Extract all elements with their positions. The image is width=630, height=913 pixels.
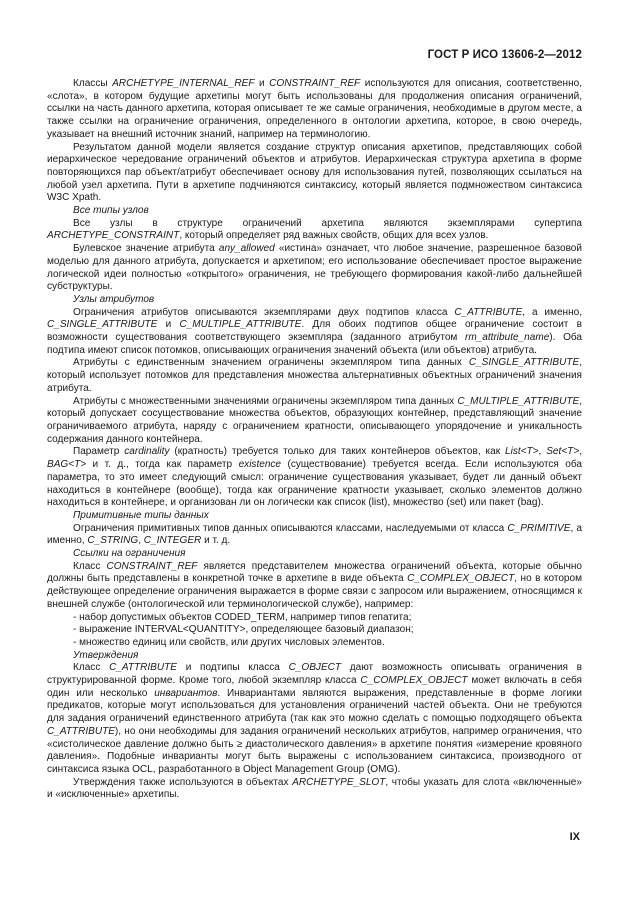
- italic-term: C_OBJECT: [288, 662, 342, 674]
- italic-term: ARCHETYPE_INTERNAL_REF: [112, 78, 255, 89]
- page-number: IX: [569, 831, 580, 843]
- italic-term: ARCHETYPE_SLOT: [292, 776, 386, 788]
- text-run: ,: [579, 446, 582, 458]
- text-run: ,: [138, 535, 144, 547]
- text-run: - набор допустимых объектов CODED_TERM, например типов гепатита;: [73, 611, 412, 623]
- italic-term: C_PRIMITIVE: [507, 522, 571, 534]
- text-run: Примитивные типы данных: [73, 509, 209, 521]
- body-paragraph: [47, 662, 582, 776]
- italic-term: Set<T>: [546, 446, 580, 458]
- italic-term: C_COMPLEX_OBJECT: [407, 573, 515, 585]
- text-run: может включать в себя один или несколько: [47, 675, 582, 699]
- italic-term: C_ATTRIBUTE: [109, 662, 177, 674]
- text-run: Утверждения: [73, 649, 139, 661]
- text-run: , который определяет ряд важных свойств, общих для всех узлов.: [179, 230, 489, 242]
- text-run: ,: [538, 446, 547, 458]
- text-run: , а именно,: [47, 522, 583, 547]
- text-run: Ограничения примитивных типов данных описываются классами, наследуемыми от класса: [73, 522, 508, 534]
- italic-term: BAG<T>: [47, 459, 87, 471]
- body-paragraph: [47, 243, 582, 294]
- italic-term: C_STRING: [87, 535, 139, 547]
- italic-term: C_SINGLE_ATTRIBUTE: [468, 357, 580, 369]
- italic-term: existence: [238, 459, 282, 471]
- text-run: Класс: [73, 662, 110, 674]
- italic-term: C_SINGLE_ATTRIBUTE: [47, 319, 158, 331]
- text-run: и т. д., тогда как параметр: [86, 459, 239, 471]
- text-run: Булевское значение атрибута: [73, 243, 219, 255]
- text-run: Классы: [73, 78, 113, 89]
- text-run: Атрибуты с единственным значением ограничены экземпляром типа данных: [73, 357, 469, 369]
- text-run: Узлы атрибутов: [73, 293, 155, 305]
- body-paragraph: [47, 396, 582, 447]
- section-heading: [47, 294, 582, 307]
- section-heading: [47, 510, 582, 523]
- italic-term: C_COMPLEX_OBJECT: [360, 675, 468, 687]
- text-run: , который использует потомков для представления множества альтернативных объектных ограничений значения атрибута.: [47, 357, 582, 394]
- text-run: , но в котором действующее определение ограничения выражается в форме связи с запросом или выражением, относящимся к внешней службе (онтологической или терминологической службе), например:: [47, 573, 582, 610]
- text-run: Параметр: [73, 446, 125, 458]
- text-run: Ссылки на ограничения: [73, 548, 186, 560]
- italic-term: rm_attribute_name: [464, 332, 550, 344]
- text-run: и т. д.: [201, 535, 231, 547]
- list-item: [47, 624, 582, 637]
- italic-term: C_INTEGER: [143, 535, 202, 547]
- text-run: . Инвариантами являются выражения, представленные в форме логики предикатов, которые могут использоваться для установления ограничений частей объекта. Они не требуются для задания ограничений единственного атрибута (так как это можно сделать с помощью подходящего объекта: [47, 687, 582, 725]
- text-run: Ограничения атрибутов описываются экземплярами двух подтипов класса: [73, 306, 455, 318]
- italic-term: инвариантов: [154, 687, 218, 699]
- body-paragraph: [47, 561, 582, 612]
- body-paragraph: [47, 78, 582, 142]
- section-heading: [47, 205, 582, 218]
- text-run: и подтипы класса: [176, 662, 289, 674]
- italic-term: CONSTRAINT_REF: [106, 560, 198, 572]
- italic-term: CONSTRAINT_REF: [269, 78, 361, 89]
- page-body: [47, 78, 582, 802]
- text-run: - множество единиц или свойств, или других числовых элементов.: [73, 636, 385, 648]
- text-run: Утверждения также используются в объектах: [73, 776, 293, 788]
- text-run: , а именно,: [522, 306, 583, 318]
- italic-term: C_ATTRIBUTE: [454, 306, 523, 318]
- section-heading: [47, 650, 582, 663]
- italic-term: List<T>: [505, 446, 539, 458]
- text-run: , чтобы указать для слота «включенные» и «исключенные» архетипы.: [47, 776, 582, 801]
- italic-term: ARCHETYPE_CONSTRAINT: [47, 230, 180, 242]
- text-run: «истина» означает, что любое значение, разрешенное базовой моделью для данного атрибута, допускается и архетипом; его использование обеспечивает простое выражение логической идеи полностью «открытого» ограничения, не требующего формирования какой-либо дальнейшей субструктуры.: [47, 243, 583, 293]
- text-run: Результатом данной модели является создание структур описания архетипов, представляющих собой иерархическое чередование ограничений объектов и атрибутов. Иерархическая структура архетипа в форме повторяющихся пар объект/атрибут обеспечивает основу для использования путей, позволяющих ссылаться на любой узел архетипа. Пути в архетипе подчиняются синтаксису, который является подмножеством синтаксиса W3C Xpath.: [47, 141, 582, 204]
- text-run: ), но они необходимы для задания ограничений нескольких атрибутов, например ограничения, что «систолическое давление должно быть ≥ диастолического давления» в архетипе понятия «измерение кровяного давления». Подобные инварианты могут быть выражены с использованием синтаксиса, производного от синтаксиса языка OCL, разработанного в Object Management Group (OMG).: [47, 725, 582, 775]
- text-run: Класс: [73, 560, 107, 572]
- body-paragraph: [47, 777, 582, 802]
- italic-term: any_allowed: [218, 243, 275, 255]
- text-run: . Для обоих подтипов общее ограничение состоит в возможности существования соответствующего экземпляра (заданного атрибутом: [47, 319, 582, 344]
- text-run: , который допускает сосуществование множества объектов, образующих контейнер, представляющий значение ограничиваемого атрибута, наряду с ограничением кратности, описывающего упорядочение и уникальность содержания данного контейнера.: [47, 395, 582, 445]
- text-run: - выражение INTERVAL<QUANTITY>, определяющее базовый диапазон;: [73, 624, 414, 636]
- body-paragraph: [47, 142, 582, 206]
- list-item: [47, 637, 582, 650]
- body-paragraph: [47, 357, 582, 395]
- body-paragraph: [47, 218, 582, 243]
- document-header: ГОСТ Р ИСО 13606-2—2012: [427, 49, 582, 61]
- italic-term: cardinality: [124, 446, 170, 458]
- section-heading: [47, 548, 582, 561]
- text-run: Все типы узлов: [73, 205, 149, 217]
- italic-term: C_MULTIPLE_ATTRIBUTE: [457, 395, 580, 407]
- text-run: и: [254, 78, 270, 89]
- text-run: является представителем множества ограничений объекта, которые обычно должны быть представлены в конкретной точке в архетипе в виде объекта: [47, 560, 582, 585]
- list-item: [47, 612, 582, 625]
- text-run: ). Оба подтипа имеют список потомков, описывающих ограничения значений объекта (или объектов) атрибута.: [47, 332, 583, 356]
- text-run: (кратность) требуется только для таких контейнеров объектов, как: [169, 446, 506, 458]
- text-run: (существование) требуется всегда. Если используются оба параметра, то это имеет следующий смысл: ограничение существования указывает, будет ли данный объект находиться в контейнере (вообще), тогда как ограничение кратности указывает, сколько элементов должно находиться в контейнере, и организован ли он логически как список (list), множество (set) или пакет (bag).: [47, 459, 582, 509]
- italic-term: C_ATTRIBUTE: [47, 725, 115, 737]
- text-run: используются для описания, соответственно, «слота», в котором будущие архетипы могут быть использованы для продолжения описания ограничений, ссылки на часть данного архетипа, которая описывает те же самые ограничения, необходимые в другом месте, а также ссылки на ограничение ограничения, определенного в онтологии архетипа, которое, в свою очередь, указывает на внешний источник знаний, например на терминологию.: [47, 78, 582, 140]
- text-run: дают возможность описывать ограничения в структурированной форме. Кроме того, любой экземпляр класса: [47, 662, 582, 687]
- body-paragraph: [47, 523, 582, 548]
- body-paragraph: [47, 307, 582, 358]
- italic-term: C_MULTIPLE_ATTRIBUTE: [179, 319, 302, 331]
- body-paragraph: [47, 446, 582, 510]
- text-run: Атрибуты с множественными значениями ограничены экземпляром типа данных: [73, 395, 458, 407]
- text-run: и: [157, 319, 180, 331]
- text-run: Все узлы в структуре ограничений архетипа являются экземплярами супертипа: [73, 217, 582, 229]
